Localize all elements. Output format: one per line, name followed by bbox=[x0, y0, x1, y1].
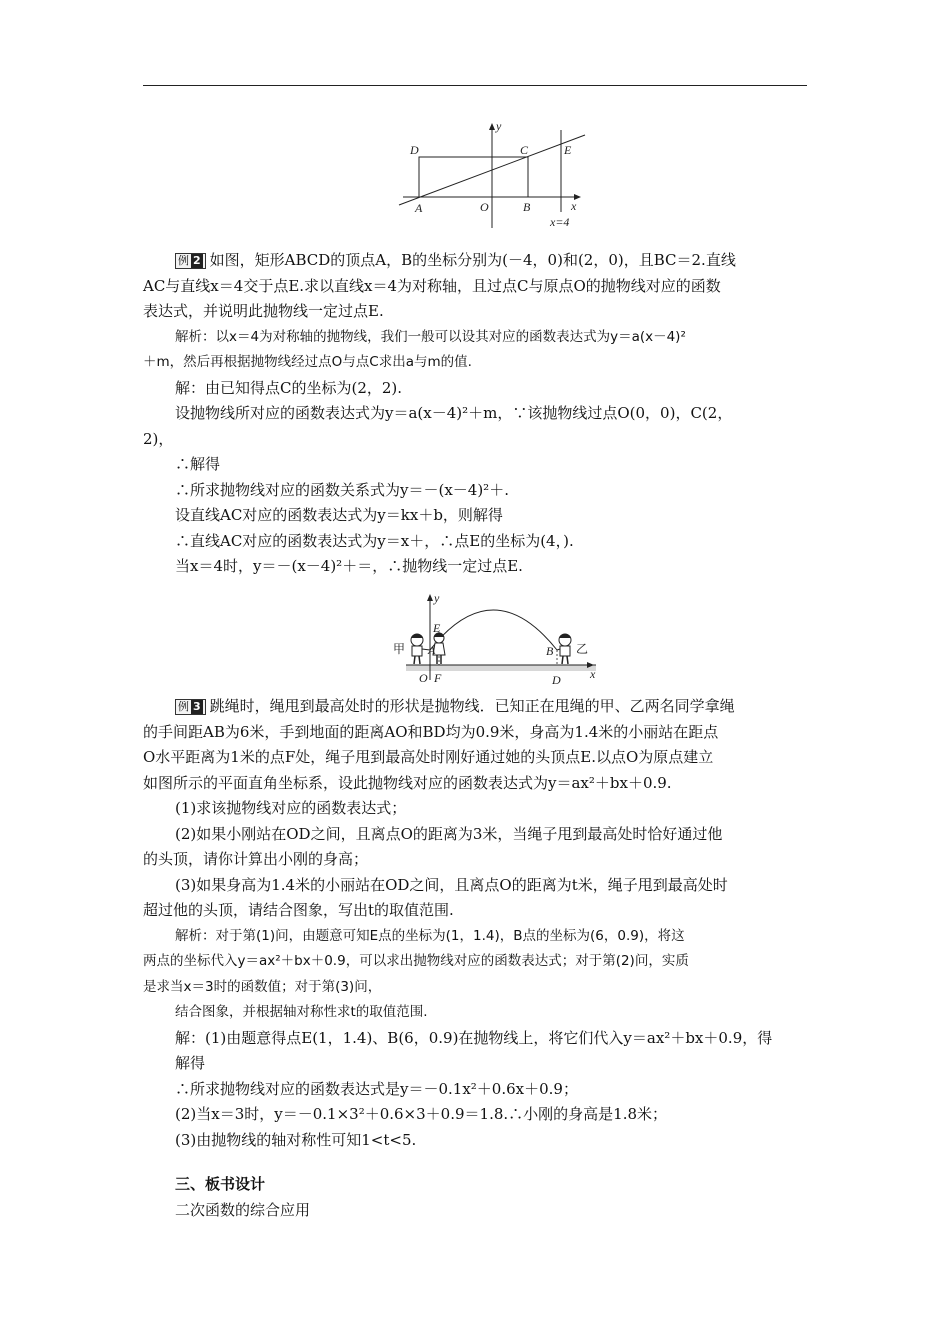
fig2-y-label: y bbox=[434, 592, 440, 605]
person-yi-icon bbox=[557, 634, 571, 664]
fig1-label-e: E bbox=[564, 143, 572, 157]
example-3-line: 例 3 跳绳时，绳甩到最高处时的形状是抛物线．已知正在甩绳的甲、乙两名同学拿绳 bbox=[143, 694, 807, 720]
analysis-line: ＋m，然后再根据抛物线经过点O与点C求出a与m的值. bbox=[143, 354, 472, 370]
solution-line: 解：(1)由题意得点E(1，1.4)、B(6，0.9)在抛物线上，将它们代入y＝ax²＋bx＋0.9，得 bbox=[175, 1028, 773, 1047]
solution-line: ∴所求抛物线对应的函数关系式为y＝－(x－4)²＋. bbox=[175, 480, 509, 499]
fig2-label-yi: 乙 bbox=[576, 642, 589, 656]
example-2-line: AC与直线x＝4交于点E.求以直线x＝4为对称轴，且过点C与原点O的抛物线对应的函数 bbox=[143, 276, 721, 295]
fig1-label-x4: x=4 bbox=[550, 215, 570, 229]
example-3-line: 如图所示的平面直角坐标系，设此抛物线对应的函数表达式为y＝ax²＋bx＋0.9. bbox=[143, 773, 672, 792]
solution-line: ∴解得 bbox=[175, 455, 221, 473]
analysis-line: 解析：以x＝4为对称轴的抛物线，我们一般可以设其对应的函数表达式为y＝a(x－4)² bbox=[175, 328, 686, 345]
fig2-label-jia: 甲 bbox=[393, 642, 406, 656]
example-2-line: 表达式，并说明此抛物线一定过点E. bbox=[143, 302, 384, 320]
example-3-line: 的手间距AB为6米，手到地面的距离AO和BD均为0.9米，身高为1.4米的小丽站在距点 bbox=[143, 722, 719, 741]
solution-line: 设直线AC对应的函数表达式为y＝kx＋b，则解得 bbox=[175, 506, 503, 524]
solution-line: ∴所求抛物线对应的函数表达式是y＝－0.1x²＋0.6x＋0.9； bbox=[175, 1079, 578, 1098]
analysis-line: 解析：对于第(1)问，由题意可知E点的坐标为(1，1.4)，B点的坐标为(6，0.9)，将这 bbox=[175, 927, 685, 944]
board-design-block bbox=[143, 1172, 807, 1223]
solution-line: (3)由抛物线的轴对称性可知1<t<5. bbox=[175, 1130, 417, 1149]
fig2-x-label: x bbox=[590, 667, 596, 681]
fig1-label-o: O bbox=[480, 200, 489, 214]
solution-line: 当x＝4时，y＝－(x－4)²＋＝，∴抛物线一定过点E. bbox=[175, 557, 523, 575]
fig1-label-c: C bbox=[520, 143, 529, 157]
question-line: (2)如果小刚站在OD之间，且离点O的距离为3米，当绳子甩到最高处时恰好通过他 bbox=[175, 824, 723, 843]
solution-line: ∴直线AC对应的函数表达式为y＝x＋，∴点E的坐标为(4，). bbox=[175, 531, 574, 550]
fig1-y-label: y bbox=[496, 120, 502, 133]
analysis-line: 结合图象，并根据轴对称性求t的取值范围. bbox=[175, 1004, 428, 1020]
fig2-label-a: A bbox=[428, 643, 436, 657]
example-tag: 例 2 bbox=[175, 253, 206, 269]
solution-line: (2)当x＝3时，y＝－0.1×3²＋0.6×3＋0.9＝1.8.∴小刚的身高是1.8米； bbox=[175, 1105, 668, 1123]
analysis-line: 两点的坐标代入y＝ax²＋bx＋0.9，可以求出抛物线对应的函数表达式；对于第(2)问，实质 bbox=[143, 953, 689, 969]
fig2-label-f: F bbox=[434, 671, 442, 685]
figure-jump-rope bbox=[390, 592, 600, 686]
example-2-block bbox=[143, 248, 807, 580]
header-rule bbox=[143, 85, 807, 86]
solution-line: 2)， bbox=[143, 429, 174, 448]
example-3-line: O水平距离为1米的点F处，绳子甩到最高处时刚好通过她的头顶点E.以点O为原点建立 bbox=[143, 748, 714, 766]
question-line: (3)如果身高为1.4米的小丽站在OD之间，且离点O的距离为t米，绳子甩到最高处时 bbox=[175, 875, 728, 894]
solution-line: 设抛物线所对应的函数表达式为y＝a(x－4)²＋m，∵该抛物线过点O(0，0)，C(2， bbox=[175, 404, 733, 422]
solution-line: 解：由已知得点C的坐标为(2，2). bbox=[175, 378, 403, 397]
example-tag: 例 3 bbox=[175, 699, 206, 715]
fig2-label-o: O bbox=[419, 671, 428, 685]
question-line: (1)求该抛物线对应的函数表达式； bbox=[175, 799, 407, 817]
question-line: 的头顶，请你计算出小刚的身高； bbox=[143, 850, 369, 868]
fig2-label-b: B bbox=[546, 644, 554, 658]
figure-rectangle-abcd bbox=[395, 120, 595, 232]
fig1-label-d: D bbox=[410, 143, 419, 157]
section-heading: 三、板书设计 bbox=[175, 1175, 266, 1193]
example-2-line: 例 2 如图，矩形ABCD的顶点A，B的坐标分别为(－4，0)和(2，0)，且BC＝2.直线 bbox=[143, 248, 807, 274]
fig1-x-label: x bbox=[571, 199, 577, 213]
fig1-label-b: B bbox=[523, 200, 531, 214]
question-line: 超过他的头顶，请结合图象，写出t的取值范围. bbox=[143, 901, 454, 919]
fig1-label-a: A bbox=[415, 201, 423, 215]
example-3-block bbox=[143, 694, 807, 1153]
solution-line: 解得 bbox=[175, 1054, 206, 1072]
fig2-label-e: E bbox=[433, 621, 441, 635]
section-text: 二次函数的综合应用 bbox=[175, 1200, 311, 1219]
fig2-label-d: D bbox=[552, 673, 561, 686]
analysis-line: 是求当x＝3时的函数值；对于第(3)问， bbox=[143, 978, 382, 995]
